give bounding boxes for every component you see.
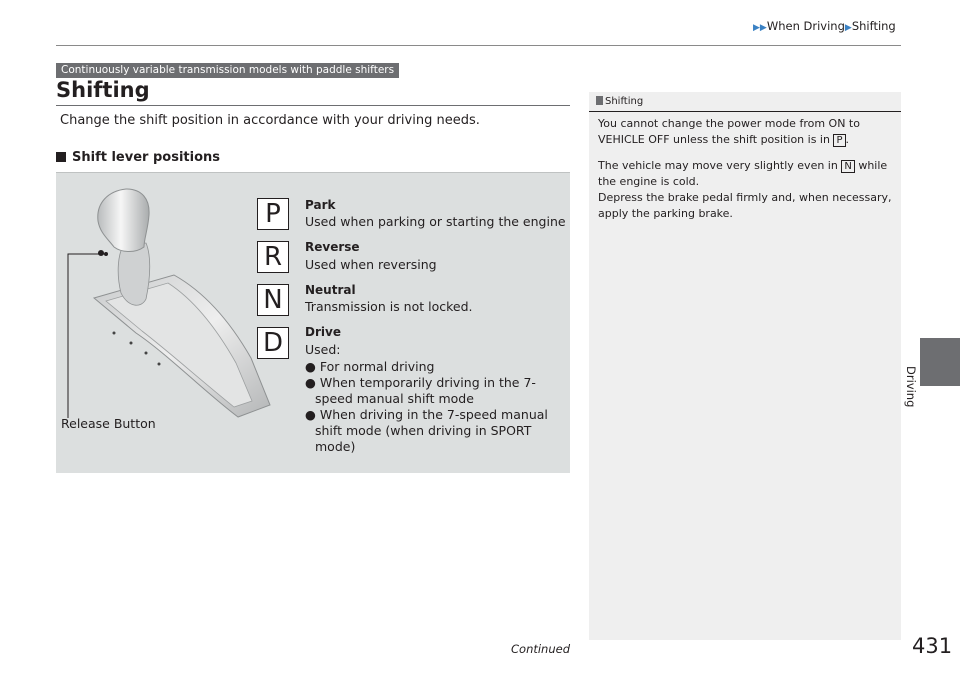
note-text: . bbox=[845, 133, 849, 146]
breadcrumb-item-when-driving[interactable]: When Driving bbox=[766, 19, 845, 33]
note-paragraph bbox=[598, 116, 894, 148]
breadcrumb-arrow-icon: ▶ bbox=[844, 23, 852, 33]
drive-bullet: ● For normal driving bbox=[305, 359, 435, 374]
note-divider bbox=[589, 111, 901, 112]
note-text: You cannot change the power mode from ON to VEHICLE OFF unless the shift position is in bbox=[598, 117, 860, 146]
drive-name: Drive bbox=[305, 325, 341, 339]
note-text: The vehicle may move very slightly even in bbox=[598, 159, 838, 172]
note-text: while the engine is cold. bbox=[598, 159, 888, 188]
note-title bbox=[596, 96, 643, 107]
intro-text: Change the shift position in accordance with your driving needs. bbox=[60, 113, 480, 128]
section-heading bbox=[56, 150, 220, 165]
drive-bullet-text: When driving in the 7-speed manual shift mode (when driving in SPORT mode) bbox=[315, 407, 548, 454]
drive-bullet-list bbox=[305, 359, 565, 455]
square-bullet-icon bbox=[56, 152, 66, 162]
breadcrumb-arrow-icon: ▶▶ bbox=[753, 23, 767, 33]
reverse-name: Reverse bbox=[305, 240, 360, 254]
page-number: 431 bbox=[912, 634, 953, 658]
header-divider bbox=[56, 45, 901, 46]
note-paragraph: Depress the brake pedal firmly and, when necessary, apply the parking brake. bbox=[598, 191, 892, 220]
drive-symbol: D bbox=[257, 327, 289, 359]
drive-description: Used: bbox=[305, 342, 341, 357]
drive-bullet-text: When temporarily driving in the 7-speed manual shift mode bbox=[315, 375, 536, 406]
reverse-symbol: R bbox=[257, 241, 289, 273]
park-description: Used when parking or starting the engine bbox=[305, 214, 566, 229]
release-button-label: Release Button bbox=[61, 416, 156, 431]
neutral-name: Neutral bbox=[305, 283, 356, 297]
release-button-leader bbox=[60, 240, 120, 420]
reverse-description: Used when reversing bbox=[305, 257, 437, 272]
drive-bullet-text: For normal driving bbox=[319, 359, 435, 374]
note-body bbox=[598, 116, 894, 222]
note-paragraph bbox=[598, 158, 894, 190]
breadcrumb bbox=[753, 19, 896, 33]
park-name: Park bbox=[305, 198, 336, 212]
page-title: Shifting bbox=[56, 78, 150, 102]
model-banner: Continuously variable transmission models with paddle shifters bbox=[56, 63, 399, 78]
neutral-symbol: N bbox=[257, 284, 289, 316]
breadcrumb-item-shifting[interactable]: Shifting bbox=[851, 19, 896, 33]
neutral-key-icon: N bbox=[841, 160, 854, 173]
park-symbol: P bbox=[257, 198, 289, 230]
continued-label: Continued bbox=[511, 642, 571, 656]
neutral-description: Transmission is not locked. bbox=[305, 299, 473, 314]
chapter-tab-label: Driving bbox=[904, 366, 918, 408]
title-divider bbox=[56, 105, 570, 106]
section-heading-text: Shift lever positions bbox=[72, 150, 220, 165]
reference-marker-icon bbox=[596, 96, 603, 105]
drive-bullet: ● When temporarily driving in the 7-speed manual shift mode bbox=[305, 375, 536, 406]
chapter-tab[interactable] bbox=[920, 338, 960, 386]
note-title-text: Shifting bbox=[605, 96, 644, 107]
drive-bullet: ● When driving in the 7-speed manual shift mode (when driving in SPORT mode) bbox=[305, 407, 548, 454]
park-key-icon: P bbox=[833, 134, 845, 147]
